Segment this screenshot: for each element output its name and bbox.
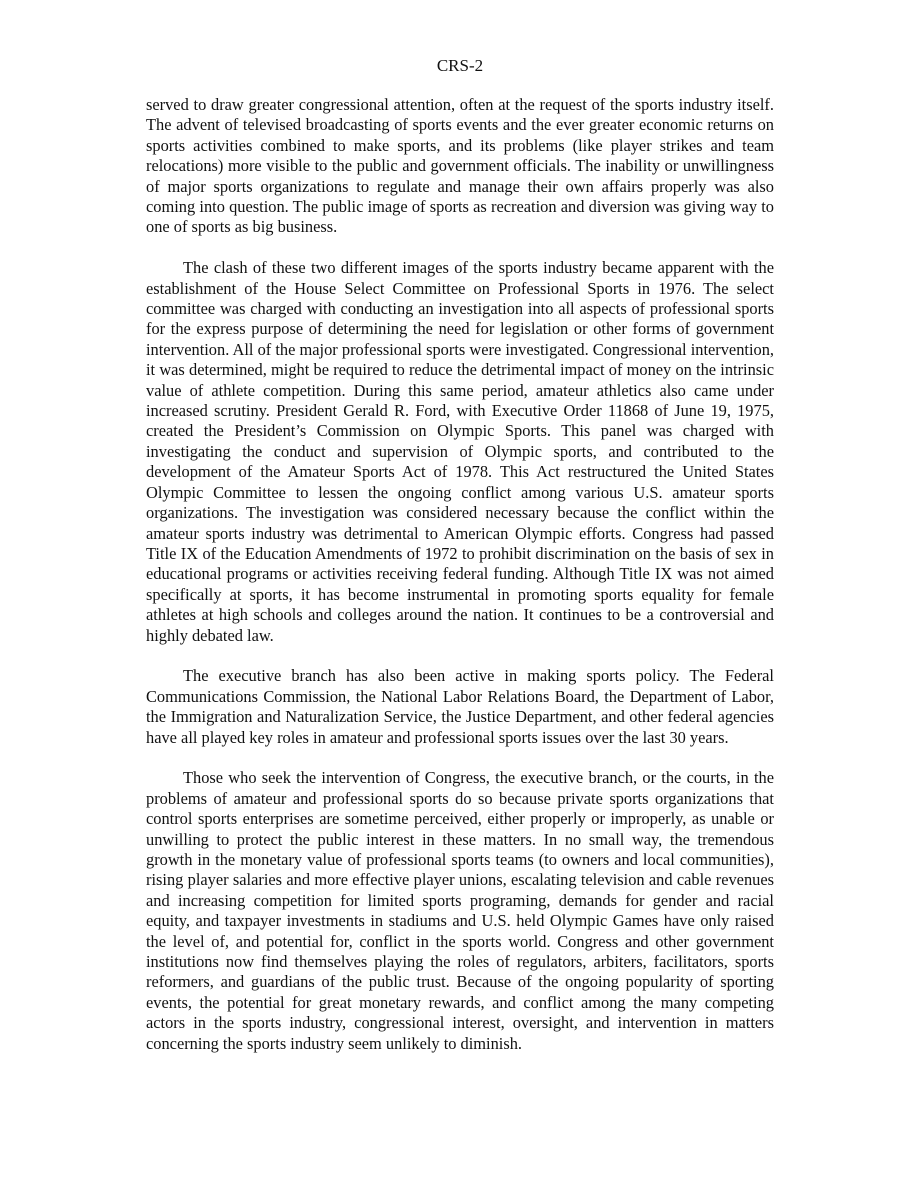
paragraph-executive-branch: The executive branch has also been active in making sports policy. The Federal Communications Commission, the National Labor Relations Board, the Department of Labor, the Immigration and Naturalization Service, the Justice Department, and other federal agencies have all played key roles in amateur and professional sports issues over the last 30 years. [146,666,774,747]
document-body [146,95,774,1054]
paragraph-select-committee: The clash of these two different images of the sports industry became apparent with the establishment of the House Select Committee on Professional Sports in 1976. The select committee was charged with conducting an investigation into all aspects of professional sports for the express purpose of determining the need for legislation or other forms of government intervention. All of the major professional sports were investigated. Congressional intervention, it was determined, might be required to reduce the detrimental impact of money on the intrinsic value of athlete competition. During this same period, amateur athletics also came under increased scrutiny. President Gerald R. Ford, with Executive Order 11868 of June 19, 1975, created the President’s Commission on Olympic Sports. This panel was charged with investigating the conduct and supervision of Olympic sports, and contributed to the development of the Amateur Sports Act of 1978. This Act restructured the United States Olympic Committee to lessen the ongoing conflict among various U.S. amateur sports organizations. The investigation was considered necessary because the conflict within the amateur sports industry was detrimental to American Olympic efforts. Congress had passed Title IX of the Education Amendments of 1972 to prohibit discrimination on the basis of sex in educational programs or activities receiving federal funding. Although Title IX was not aimed specifically at sports, it has become instrumental in promoting sports equality for female athletes at high schools and colleges around the nation. It continues to be a controversial and highly debated law. [146,258,774,645]
paragraph-continuation: served to draw greater congressional attention, often at the request of the sports industry itself. The advent of televised broadcasting of sports events and the ever greater economic returns on sports activities combined to make sports, and its problems (like player strikes and team relocations) more visible to the public and government officials. The inability or unwillingness of major sports organizations to regulate and manage their own affairs properly was also coming into question. The public image of sports as recreation and diversion was giving way to one of sports as big business. [146,95,774,237]
page-number-header: CRS-2 [436,56,484,75]
paragraph-intervention: Those who seek the intervention of Congress, the executive branch, or the courts, in the problems of amateur and professional sports do so because private sports organizations that control sports enterprises are sometime perceived, either properly or improperly, as unable or unwilling to protect the public interest in these matters. In no small way, the tremendous growth in the monetary value of professional sports teams (to owners and local communities), rising player salaries and more effective player unions, escalating television and cable revenues and increasing competition for limited sports programing, demands for gender and racial equity, and taxpayer investments in stadiums and U.S. held Olympic Games have only raised the level of, and potential for, conflict in the sports world. Congress and other government institutions now find themselves playing the roles of regulators, arbiters, facilitators, sports reformers, and guardians of the public trust. Because of the ongoing popularity of sporting events, the potential for great monetary rewards, and conflict among the many competing actors in the sports industry, congressional interest, oversight, and intervention in matters concerning the sports industry seem unlikely to diminish. [146,768,774,1053]
